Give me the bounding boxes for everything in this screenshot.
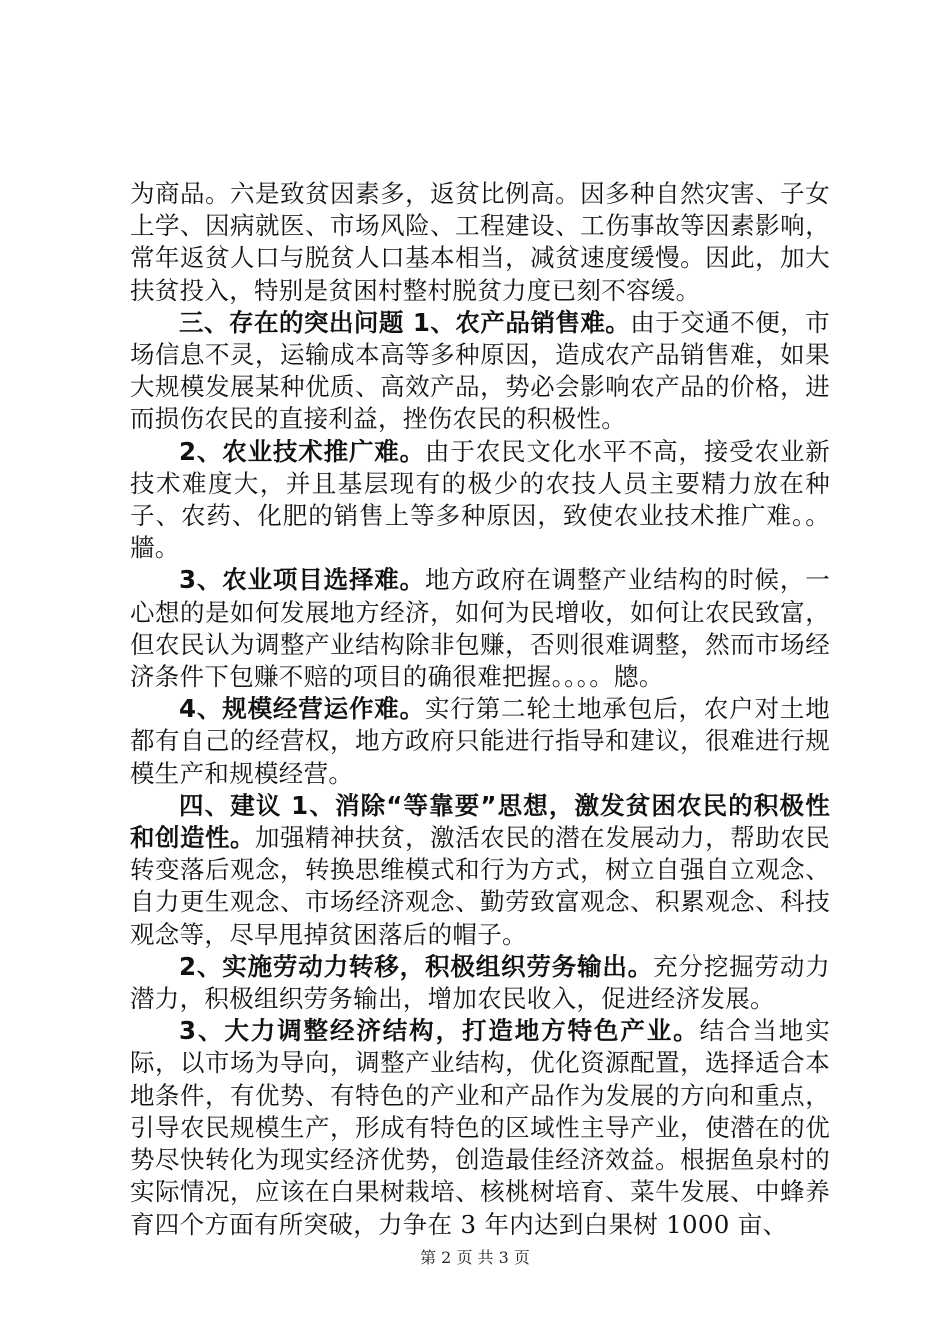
paragraph [130,1015,830,1240]
paragraph-text: 为商品。六是致贫因素多，返贫比例高。因多种自然灾害、子女上学、因病就医、市场风险、工程建设、工伤事故等因素影响，常年返贫人口与脱贫人口基本相当，减贫速度缓慢。因此，加大扶贫投入，特别是贫困村整村脱贫力度已刻不容缓。 [130,179,830,305]
paragraph-heading: 4、规模经营运作难。 [179,694,426,724]
paragraph-heading: 3、农业项目选择难。 [179,565,426,595]
page-number-label: 第 2 页 共 3 页 [420,1248,530,1267]
page-footer [0,1245,950,1268]
paragraph-text: 充分挖掘劳动力潜力，积极组织劳务输出，增加农民收入，促进经济发展。 [130,951,830,1014]
paragraph [130,307,830,436]
paragraph-heading: 2、实施劳动力转移，积极组织劳务输出。 [179,951,654,981]
paragraph [130,564,830,693]
paragraph-heading: 3、大力调整经济结构，打造地方特色产业。 [179,1016,700,1046]
paragraph [130,178,830,307]
paragraph-heading: 四、建议 1、消除“等靠要”思想，激发贫困农民的积极性和创造性。 [130,790,830,853]
paragraph-text: 由于农民文化水平不高，接受农业新技术难度大，并且基层现有的极少的农技人员主要精力放在种子、农药、化肥的销售上等多种原因，致使农业技术推广难。。牆。 [130,436,830,563]
paragraph-text: 地方政府在调整产业结构的时候，一心想的是如何发展地方经济，如何为民增收，如何让农民致富，但农民认为调整产业结构除非包赚，否则很难调整，然而市场经济条件下包赚不赔的项目的确很难把握。。。。牕。 [130,565,830,692]
paragraph-heading: 三、存在的突出问题 1、农产品销售难。 [179,307,631,337]
paragraph-text: 由于交通不便，市场信息不灵，运输成本高等多种原因，造成农产品销售难，如果大规模发展某种优质、高效产品，势必会影响农产品的价格，进而损伤农民的直接利益，挫伤农民的积极性。 [130,307,830,434]
paragraph [130,951,830,1015]
paragraph [130,790,830,951]
paragraph [130,693,830,790]
paragraph-text: 实行第二轮土地承包后，农户对土地都有自己的经营权，地方政府只能进行指导和建议，很难进行规模生产和规模经营。 [130,694,830,788]
document-body [130,178,830,1241]
paragraph-text: 结合当地实际，以市场为导向，调整产业结构，优化资源配置，选择适合本地条件，有优势、有特色的产业和产品作为发展的方向和重点，引导农民规模生产，形成有特色的区域性主导产业，使潜在的优势尽快转化为现实经济优势，创造最佳经济效益。根据鱼泉村的实际情况，应该在白果树栽培、核桃树培育、菜牛发展、中蜂养育四个方面有所突破，力争在 3 年内达到白果树 1000 亩、 [130,1016,831,1239]
paragraph-heading: 2、农业技术推广难。 [179,436,426,466]
paragraph [130,436,830,565]
paragraph-text: 加强精神扶贫，激活农民的潜在发展动力，帮助农民转变落后观念，转换思维模式和行为方式，树立自强自立观念、自力更生观念、市场经济观念、勤劳致富观念、积累观念、科技观念等，尽早甩掉贫困落后的帽子。 [130,823,831,949]
